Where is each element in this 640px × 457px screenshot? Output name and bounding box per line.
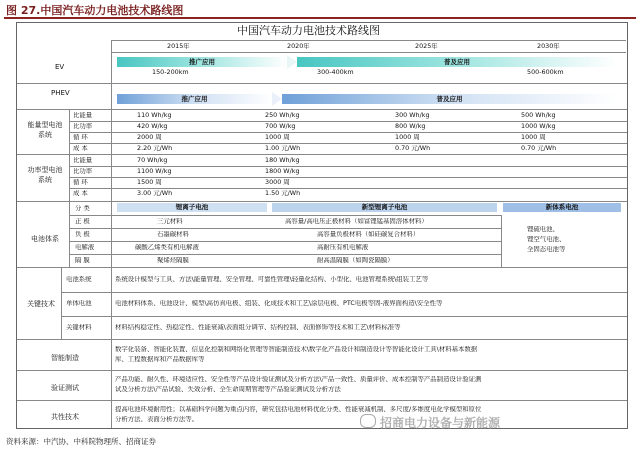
phev-label: PHEV [51, 89, 70, 97]
system-section-label: 电池体系 [31, 235, 59, 243]
energy-value: 1000 周 [265, 134, 290, 141]
system-row-future: 高容量负极材料（如硅碳复合材料） [317, 231, 420, 238]
keytech-section-label: 关键技术 [27, 300, 55, 308]
energy-row-divider [69, 132, 627, 133]
power-value: 180 Wh/kg [265, 157, 300, 164]
roadmap-frame [16, 22, 628, 429]
chart-title: 中国汽车动力电池技术路线图 [237, 25, 380, 37]
power-row-name: 循 环 [73, 179, 88, 186]
power-value: 70 Wh/kg [137, 157, 168, 164]
energy-value: 1.00 元/Wh [265, 145, 301, 152]
keytech-row-name: 电池系统 [66, 276, 92, 283]
keytech-row-text: 系统设计模型与工具、方法\能量管理、安全管理、可靠性管理\轻量化结构、小型化、电池管理系统\组装工艺等 [115, 276, 429, 283]
energy-value: 1000 W/kg [521, 123, 556, 130]
energy-row-name: 成 本 [73, 145, 88, 152]
phev-bar-promote [117, 94, 272, 104]
system-row-divider [69, 254, 501, 255]
power-value: 1100 W/kg [137, 168, 172, 175]
energy-value: 1000 周 [521, 134, 546, 141]
power-value: 1500 周 [137, 179, 162, 186]
year-2015: 2015年 [167, 43, 190, 50]
ev-bar-promote-label: 推广应用 [189, 58, 215, 66]
year-2025: 2025年 [415, 43, 438, 50]
energy-value: 420 W/kg [137, 123, 168, 130]
title-divider [4, 17, 636, 19]
power-section-label [21, 165, 69, 185]
power-value: 3000 周 [265, 179, 290, 186]
system-col-divider [501, 215, 502, 267]
energy-value: 800 W/kg [395, 123, 426, 130]
system-row-current: 聚烯烃隔膜 [157, 257, 189, 264]
system-new-type: 锂硫电池、 [527, 226, 559, 233]
manufacturing-text-2: 库、工程数据库和产品数据库等 [115, 356, 205, 363]
phev-bar-popular [282, 94, 617, 104]
common-text-1: 提高电池环境耐用性；以基础科学问题为重点内容，研究包括电池材料优化分类、性能衰减机制、多尺度/多维度电化学模型和原位 [115, 406, 482, 413]
power-row-name: 成 本 [73, 190, 88, 197]
power-value: 1800 W/kg [265, 168, 300, 175]
year-2020: 2020年 [287, 43, 310, 50]
year-2030: 2030年 [537, 43, 560, 50]
system-class-new-liion: 新型锂离子电池 [272, 203, 497, 212]
energy-row-divider [69, 121, 627, 122]
phev-bar-promote-label: 推广应用 [181, 95, 208, 103]
system-row-divider [69, 215, 501, 216]
ev-bar-promote [117, 57, 287, 67]
common-text-2: 分析方法、表面分析方法等。 [115, 416, 199, 423]
energy-value: 1000 周 [395, 134, 420, 141]
system-row-current: 碳酸乙烯类有机电解液 [135, 244, 199, 251]
keytech-row-divider [61, 316, 627, 317]
energy-value: 2000 周 [137, 134, 162, 141]
energy-row-name: 循 环 [73, 134, 88, 141]
keytech-row-name: 单体电池 [66, 300, 92, 307]
ev-bar-popular-label: 普及应用 [444, 58, 470, 66]
energy-value: 500 Wh/kg [521, 112, 556, 119]
ev-range-2015: 150-200km [152, 69, 189, 76]
energy-value: 700 W/kg [265, 123, 296, 130]
power-value: 3.00 元/Wh [137, 190, 173, 197]
ev-bar-popular [297, 57, 617, 67]
keytech-row-divider [61, 292, 627, 293]
keytech-row-text: 电池材料体系、电池设计、模型\高仿真电极、组装、化成技术和工艺\涂层电极、PTC电极等固-液界面构造\安全性等 [115, 300, 443, 307]
system-row-name: 隔 膜 [75, 257, 90, 264]
energy-row-name: 比能量 [73, 112, 93, 119]
phev-bar-popular-label: 普及应用 [436, 95, 463, 103]
source-note: 资料来源：中汽协、中科院物理所、招商证券 [6, 437, 156, 446]
system-row-name: 正 极 [75, 218, 90, 225]
watermark-text: 招商电力设备与新能源 [380, 416, 501, 430]
system-class-liion: 锂离子电池 [117, 203, 267, 212]
energy-value: 0.70 元/Wh [395, 145, 431, 152]
system-new-type: 锂空气电池、 [527, 236, 566, 243]
energy-value: 2.20 元/Wh [137, 145, 173, 152]
system-row-divider [69, 228, 501, 229]
power-section-text: 功率型电池系统 [27, 166, 63, 184]
power-row-divider [69, 188, 627, 189]
manufacturing-section-label: 智能制造 [51, 354, 79, 362]
wechat-icon [360, 414, 376, 428]
system-class-new-system: 新体系电池 [503, 203, 621, 212]
common-section-label: 共性技术 [51, 413, 79, 421]
energy-value: 250 Wh/kg [265, 112, 300, 119]
energy-value: 110 Wh/kg [137, 112, 172, 119]
energy-section-label [21, 120, 69, 140]
power-row-name: 比能量 [73, 157, 93, 164]
energy-value: 0.70 元/Wh [521, 145, 557, 152]
system-row-name: 负 极 [75, 231, 90, 238]
ev-range-2030: 500-600km [527, 69, 564, 76]
system-row-future: 耐高温隔膜（如陶瓷隔膜） [317, 257, 394, 264]
power-row-divider [69, 166, 627, 167]
figure-title: 图 27.中国汽车动力电池技术路线图 [6, 4, 184, 17]
testing-text-1: 产品功能、耐久性、环境适应性、安全性等产品设计验证测试及分析方法\产品一致性、质量评价、成本控制等产品制造设计验证测 [115, 376, 482, 383]
system-row-future: 高耐压有机电解液 [317, 244, 369, 251]
energy-section-text: 能量型电池系统 [27, 121, 63, 139]
keytech-row-name: 关键材料 [66, 324, 92, 331]
system-row-name: 电解液 [75, 244, 95, 251]
ev-label: EV [55, 63, 65, 71]
keytech-row-text: 材料结构稳定性、热稳定性、性能衰减\表面组分调节、结构控制、表面修饰等技术和工艺\材料标准等 [115, 324, 401, 331]
energy-value: 300 Wh/kg [395, 112, 430, 119]
power-row-divider [69, 177, 627, 178]
power-row-name: 比功率 [73, 168, 93, 175]
system-row-future: 高容量/高电压正极材料（如富锂锰基固溶体材料） [285, 218, 428, 225]
system-row-name: 分 类 [75, 205, 90, 212]
energy-row-divider [69, 143, 627, 144]
system-new-type: 全固态电池等 [527, 246, 566, 253]
power-value: 1.50 元/Wh [265, 190, 301, 197]
system-row-current: 石墨碳材料 [157, 231, 189, 238]
system-row-current: 三元材料 [157, 218, 183, 225]
system-row-divider [69, 241, 501, 242]
ev-range-2025: 300-400km [317, 69, 354, 76]
energy-row-name: 比功率 [73, 123, 93, 130]
testing-text-2: 试及分析方法\产品试验、失效分析、全生命周期管理等产品验证测试及分析方法 [115, 386, 341, 393]
manufacturing-text-1: 数字化装备、智能化装置、信息化控制和网络化管理等智能制造技术\数字化产品设计和制造设计等智能化设计工具\材料基本数据 [115, 346, 478, 353]
testing-section-label: 验证测试 [51, 384, 79, 392]
